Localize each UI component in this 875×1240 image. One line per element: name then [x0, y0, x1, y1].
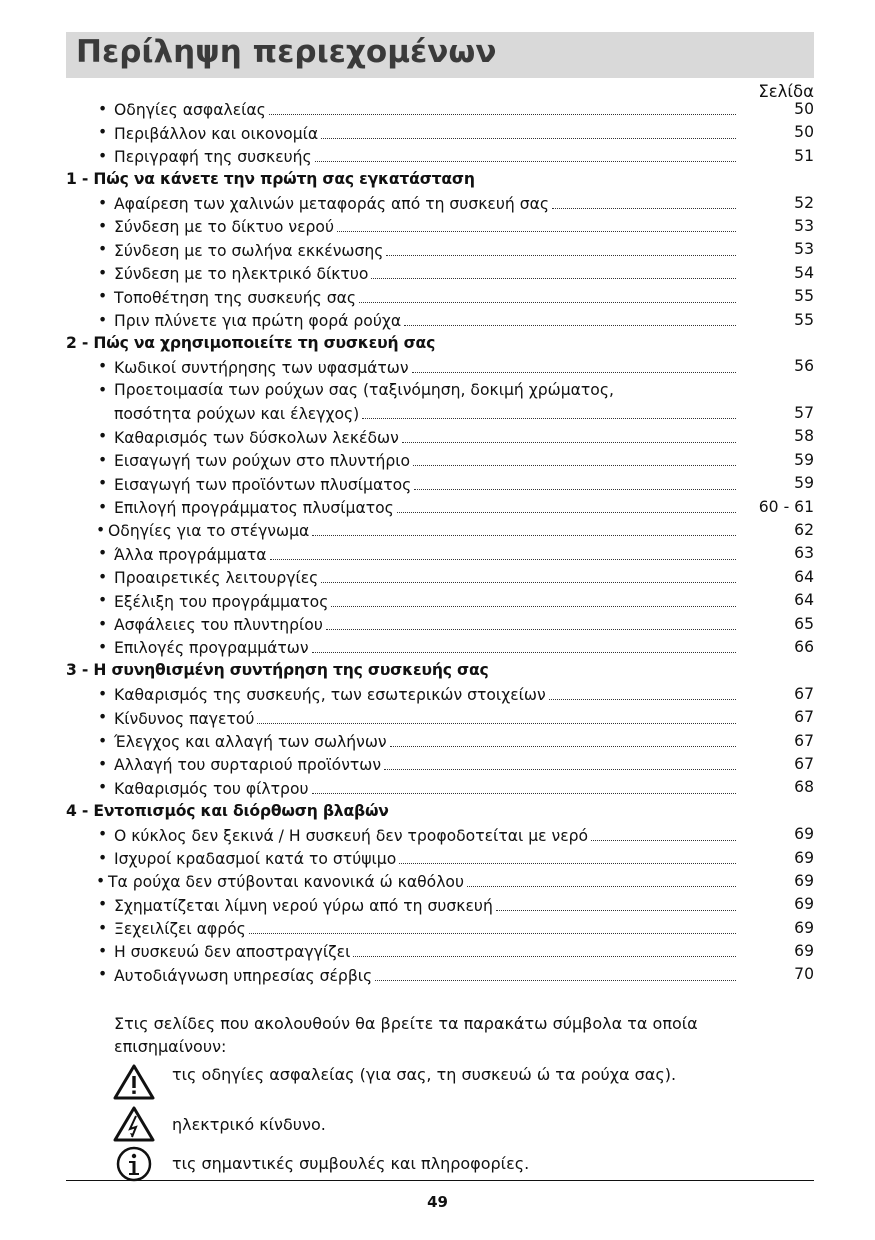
- bullet-icon: •: [98, 684, 108, 703]
- bullet-icon: •: [98, 638, 108, 656]
- toc-page-number: 69: [794, 942, 814, 961]
- toc-page-number: 64: [794, 567, 814, 586]
- toc-entry: [114, 708, 736, 731]
- toc-page-number: 63: [794, 544, 814, 563]
- toc-item: [0, 919, 875, 942]
- toc-entry: [114, 919, 736, 942]
- bullet-icon: •: [98, 310, 108, 329]
- toc-page-number: 68: [794, 778, 814, 797]
- bullet-icon: •: [98, 614, 108, 633]
- toc-entry: [108, 521, 736, 544]
- toc-entry: [114, 965, 736, 988]
- dot-leader: [591, 840, 736, 841]
- toc-item: [0, 381, 875, 428]
- dot-leader: [359, 302, 736, 303]
- toc-item: [0, 965, 875, 988]
- dot-leader: [326, 629, 736, 630]
- dot-leader: [384, 769, 736, 770]
- toc-item: [0, 217, 875, 240]
- electric-hazard-icon: [112, 1104, 156, 1144]
- toc-item: [0, 474, 875, 497]
- toc-entry-text: Επιλογή προγράμματος πλυσίματος: [114, 499, 397, 517]
- bullet-icon: •: [98, 474, 108, 493]
- table-of-contents: [0, 100, 875, 989]
- toc-page-number: 53: [794, 216, 814, 235]
- dot-leader: [353, 956, 736, 957]
- bullet-icon: •: [98, 895, 108, 914]
- toc-page-number: 69: [794, 918, 814, 937]
- toc-entry: [114, 849, 736, 872]
- toc-entry-text: Τοποθέτηση της συσκευής σας: [114, 289, 359, 307]
- toc-item: [0, 240, 875, 263]
- toc-page-number: 57: [794, 404, 814, 423]
- toc-entry: [114, 498, 736, 521]
- toc-entry: [114, 778, 736, 801]
- toc-page-number: 67: [794, 754, 814, 773]
- info-icon: [112, 1144, 156, 1184]
- toc-entry: [108, 872, 736, 895]
- toc-page-number: 62: [794, 521, 814, 540]
- toc-entry-text: Η συσκευώ δεν αποστραγγίζει: [114, 943, 353, 961]
- bullet-icon: •: [98, 754, 108, 773]
- toc-entry-text: Προετοιμασία των ρούχων σας (ταξινόμηση, δοκιμή χρώματος,: [114, 380, 614, 399]
- toc-page-number: 59: [794, 450, 814, 469]
- toc-item: [0, 591, 875, 614]
- bullet-icon: •: [98, 193, 108, 212]
- toc-entry-text: Ξεχειλίζει αφρός: [114, 920, 249, 938]
- toc-item: [0, 732, 875, 755]
- toc-page-number: 53: [794, 240, 814, 259]
- toc-page-number: 55: [794, 287, 814, 306]
- toc-page-number: 60 - 61: [758, 497, 814, 516]
- toc-page-number: 65: [794, 614, 814, 633]
- bullet-icon: •: [98, 848, 108, 867]
- toc-entry: [114, 942, 736, 965]
- toc-entry: [114, 638, 736, 661]
- toc-page-number: 67: [794, 708, 814, 727]
- toc-page-number: 51: [794, 146, 814, 165]
- toc-page-number: 69: [794, 848, 814, 867]
- toc-page-number: 67: [794, 684, 814, 703]
- toc-entry-text: Καθαρισμός της συσκευής, των εσωτερικών στοιχείων: [114, 686, 549, 704]
- dot-leader: [552, 208, 736, 209]
- toc-item: [0, 498, 875, 521]
- bullet-icon: •: [96, 871, 106, 890]
- bullet-icon: •: [98, 146, 108, 165]
- toc-entry: [114, 895, 736, 918]
- page-column-header: Σελίδα: [758, 82, 814, 101]
- bullet-icon: •: [98, 100, 108, 118]
- dot-leader: [414, 489, 736, 490]
- toc-entry: [114, 615, 736, 638]
- toc-entry: [114, 123, 736, 146]
- toc-entry-text: Εισαγωγή των προϊόντων πλυσίματος: [114, 476, 414, 494]
- toc-item: [0, 638, 875, 661]
- dot-leader: [321, 138, 736, 139]
- toc-page-number: 69: [794, 825, 814, 844]
- toc-page-number: 50: [794, 123, 814, 142]
- toc-entry: [114, 685, 736, 708]
- toc-item: [0, 194, 875, 217]
- toc-page-number: 54: [794, 263, 814, 282]
- bullet-icon: •: [96, 521, 106, 540]
- toc-item: [0, 849, 875, 872]
- dot-leader: [269, 114, 736, 115]
- toc-entry-text: Οδηγίες για το στέγνωμα: [108, 522, 312, 540]
- dot-leader: [397, 512, 736, 513]
- page-title: Περίληψη περιεχομένων: [76, 34, 497, 70]
- toc-item: [0, 708, 875, 731]
- toc-item: [0, 895, 875, 918]
- toc-entry-text: Καθαρισμός των δύσκολων λεκέδων: [114, 429, 402, 447]
- toc-entry-text: Άλλα προγράμματα: [114, 546, 270, 564]
- bullet-icon: •: [98, 965, 108, 984]
- toc-item: [0, 521, 875, 544]
- toc-entry-text: Επιλογές προγραμμάτων: [114, 639, 312, 657]
- dot-leader: [312, 793, 736, 794]
- toc-page-number: 55: [794, 310, 814, 329]
- bullet-icon: •: [98, 380, 108, 399]
- bullet-icon: •: [98, 918, 108, 937]
- dot-leader: [413, 465, 736, 466]
- toc-item: [0, 100, 875, 123]
- dot-leader: [312, 535, 736, 536]
- toc-entry-text: Οδηγίες ασφαλείας: [114, 101, 269, 119]
- toc-entry: [114, 100, 736, 123]
- toc-entry-text: Έλεγχος και αλλαγή των σωλήνων: [114, 733, 390, 751]
- toc-item: [0, 427, 875, 450]
- toc-entry-text: Καθαρισμός του φίλτρου: [114, 780, 312, 798]
- toc-page-number: 69: [794, 895, 814, 914]
- toc-page-number: 56: [794, 357, 814, 376]
- toc-item: [0, 825, 875, 848]
- toc-entry-text: Κίνδυνος παγετού: [114, 710, 257, 728]
- toc-entry-text: Σύνδεση με το ηλεκτρικό δίκτυο: [114, 265, 371, 283]
- toc-item: [0, 568, 875, 591]
- toc-entry: [114, 427, 736, 450]
- toc-item: [0, 778, 875, 801]
- toc-item: [0, 264, 875, 287]
- toc-entry: [114, 544, 736, 567]
- bullet-icon: •: [98, 263, 108, 282]
- toc-entry-text: Αυτοδιάγνωση υπηρεσίας σέρβις: [114, 967, 375, 985]
- toc-item: [0, 872, 875, 895]
- bullet-icon: •: [98, 216, 108, 235]
- toc-entry-text: Σύνδεση με το δίκτυο νερού: [114, 218, 337, 236]
- toc-entry: [114, 755, 736, 778]
- toc-section-heading: [0, 802, 875, 825]
- dot-leader: [257, 723, 736, 724]
- toc-item: [0, 311, 875, 334]
- toc-page-number: 64: [794, 591, 814, 610]
- bullet-icon: •: [98, 427, 108, 446]
- dot-leader: [390, 746, 736, 747]
- dot-leader: [404, 325, 736, 326]
- dot-leader: [467, 886, 736, 887]
- warning-triangle-icon: [112, 1062, 156, 1102]
- toc-entry-text: Περιγραφή της συσκευής: [114, 148, 315, 166]
- toc-entry: [114, 311, 736, 334]
- toc-section-heading: [0, 334, 875, 357]
- dot-leader: [270, 559, 736, 560]
- toc-entry: [114, 147, 736, 170]
- toc-entry-text: Σχηματίζεται λίμνη νερού γύρω από τη συσκευή: [114, 897, 496, 915]
- toc-entry-text: Ο κύκλος δεν ξεκινά / Η συσκευή δεν τροφοδοτείται με νερό: [114, 827, 591, 845]
- toc-entry: [114, 240, 736, 263]
- symbol-text-safety: τις οδηγίες ασφαλείας (για σας, τη συσκευώ ώ τα ρούχα σας).: [172, 1065, 677, 1084]
- bullet-icon: •: [98, 708, 108, 727]
- dot-leader: [375, 980, 736, 981]
- toc-entry: [114, 217, 736, 240]
- toc-item: [0, 615, 875, 638]
- dot-leader: [337, 231, 736, 232]
- toc-page-number: 52: [794, 193, 814, 212]
- toc-item: [0, 287, 875, 310]
- toc-entry-text: Κωδικοί συντήρησης των υφασμάτων: [114, 359, 412, 377]
- toc-entry: [114, 474, 736, 497]
- toc-page-number: 69: [794, 871, 814, 890]
- toc-entry-text: Προαιρετικές λειτουργίες: [114, 569, 321, 587]
- toc-item: [0, 942, 875, 965]
- dot-leader: [249, 933, 736, 934]
- section-heading-text: 3 - Η συνηθισμένη συντήρηση της συσκευής σας: [66, 661, 489, 680]
- bullet-icon: •: [98, 123, 108, 142]
- toc-entry-text: Εισαγωγή των ρούχων στο πλυντήριο: [114, 452, 413, 470]
- dot-leader: [371, 278, 736, 279]
- toc-item: [0, 357, 875, 380]
- toc-entry: [114, 357, 736, 380]
- bullet-icon: •: [98, 731, 108, 750]
- dot-leader: [312, 652, 736, 653]
- toc-entry: [114, 568, 736, 591]
- toc-entry: [114, 381, 736, 428]
- bullet-icon: •: [98, 825, 108, 844]
- bullet-icon: •: [98, 240, 108, 259]
- toc-entry: [114, 732, 736, 755]
- toc-page-number: 59: [794, 474, 814, 493]
- toc-entry-text: Ισχυροί κραδασμοί κατά το στύψιμο: [114, 850, 399, 868]
- toc-entry-text: ποσότητα ρούχων και έλεγχος): [114, 405, 362, 423]
- dot-leader: [386, 255, 736, 256]
- toc-entry-text: Περιβάλλον και οικονομία: [114, 125, 321, 143]
- bullet-icon: •: [98, 357, 108, 376]
- toc-entry: [114, 194, 736, 217]
- dot-leader: [412, 372, 736, 373]
- dot-leader: [315, 161, 736, 162]
- toc-item: [0, 755, 875, 778]
- bullet-icon: •: [98, 544, 108, 563]
- toc-entry-text: Πριν πλύνετε για πρώτη φορά ρούχα: [114, 312, 404, 330]
- toc-entry-text: Εξέλιξη του προγράμματος: [114, 593, 331, 611]
- toc-entry: [114, 287, 736, 310]
- toc-page-number: 66: [794, 638, 814, 656]
- toc-item: [0, 147, 875, 170]
- bullet-icon: •: [98, 497, 108, 516]
- bullet-icon: •: [98, 287, 108, 306]
- toc-entry-text: Αφαίρεση των χαλινών μεταφοράς από τη συσκευή σας: [114, 195, 552, 213]
- toc-page-number: 67: [794, 731, 814, 750]
- dot-leader: [402, 442, 736, 443]
- symbol-text-info: τις σημαντικές συμβουλές και πληροφορίες.: [172, 1154, 530, 1173]
- bullet-icon: •: [98, 778, 108, 797]
- toc-item: [0, 123, 875, 146]
- toc-entry-text: Τα ρούχα δεν στύβονται κανονικά ώ καθόλου: [108, 873, 467, 891]
- dot-leader: [362, 418, 736, 419]
- toc-page-number: 58: [794, 427, 814, 446]
- toc-section-heading: [0, 170, 875, 193]
- symbols-intro: Στις σελίδες που ακολουθούν θα βρείτε τα παρακάτω σύμβολα τα οποία επισημαίνουν:: [114, 1014, 698, 1056]
- toc-entry: [114, 591, 736, 614]
- toc-item: [0, 685, 875, 708]
- bullet-icon: •: [98, 591, 108, 610]
- toc-entry: [114, 451, 736, 474]
- toc-page-number: 50: [794, 100, 814, 118]
- toc-entry: [114, 264, 736, 287]
- dot-leader: [549, 699, 736, 700]
- section-heading-text: 2 - Πώς να χρησιμοποιείτε τη συσκευή σας: [66, 333, 436, 352]
- section-heading-text: 1 - Πώς να κάνετε την πρώτη σας εγκατάσταση: [66, 170, 475, 189]
- page-number: 49: [427, 1193, 448, 1211]
- dot-leader: [496, 910, 736, 911]
- symbol-text-electric: ηλεκτρικό κίνδυνο.: [172, 1115, 326, 1134]
- section-heading-text: 4 - Εντοπισμός και διόρθωση βλαβών: [66, 801, 389, 820]
- toc-entry: [114, 825, 736, 848]
- toc-page-number: 70: [794, 965, 814, 984]
- bullet-icon: •: [98, 942, 108, 961]
- dot-leader: [321, 582, 736, 583]
- title-bar: [66, 32, 814, 78]
- bullet-icon: •: [98, 567, 108, 586]
- toc-item: [0, 451, 875, 474]
- footer-rule: [66, 1180, 814, 1181]
- dot-leader: [331, 606, 736, 607]
- toc-section-heading: [0, 661, 875, 684]
- toc-entry-text: Σύνδεση με το σωλήνα εκκένωσης: [114, 242, 386, 260]
- bullet-icon: •: [98, 450, 108, 469]
- toc-entry-text: Ασφάλειες του πλυντηρίου: [114, 616, 326, 634]
- toc-item: [0, 544, 875, 567]
- toc-entry-text: Αλλαγή του συρταριού προϊόντων: [114, 756, 384, 774]
- dot-leader: [399, 863, 736, 864]
